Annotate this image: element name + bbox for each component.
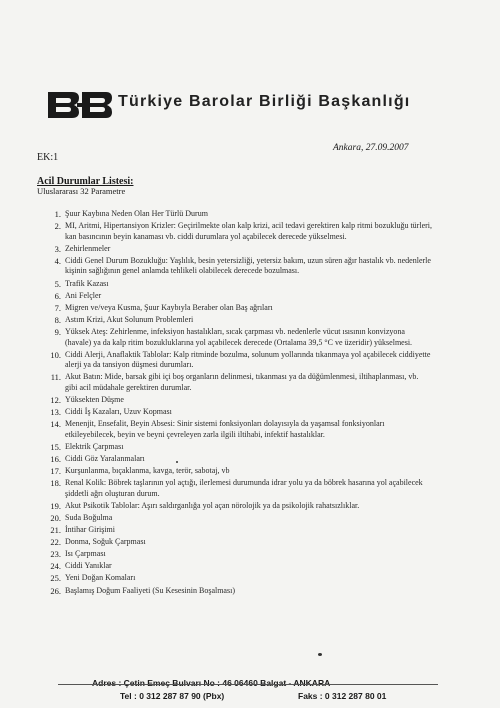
document-subtitle: Uluslararası 32 Parametre	[37, 186, 126, 196]
list-item	[37, 315, 432, 326]
list-item-text: Zehirlenmeler	[65, 243, 111, 253]
list-item-text: Ciddi Alerji, Anaflaktik Tablolar: Kalp ritminde bozulma, solunum yollarında tıkanmaya yol açabilecek ciddiyette alerji ya da tansiyon düşmesi durumları.	[65, 349, 431, 370]
list-item-number: 3.	[54, 243, 61, 254]
list-item-number: 22.	[50, 537, 61, 548]
list-item	[37, 513, 432, 524]
list-item	[37, 442, 432, 453]
list-item-text: Ciddi Göz Yaralanmaları	[65, 453, 145, 463]
list-item	[37, 221, 432, 242]
list-item	[37, 573, 432, 584]
list-item-number: 18.	[50, 478, 61, 489]
list-item	[37, 549, 432, 560]
list-item	[37, 327, 432, 348]
list-item-number: 11.	[50, 372, 61, 383]
scan-speck	[176, 461, 178, 463]
list-item-text: Donma, Soğuk Çarpması	[65, 537, 146, 547]
list-item-text: İntihar Girişimi	[65, 525, 115, 535]
emergency-list	[37, 209, 432, 598]
list-item-number: 13.	[50, 407, 61, 418]
list-item-text: Ciddi Genel Durum Bozukluğu: Yaşlılık, besin yetersizliği, yetersiz bakım, uzun süren ağır hastalık vb. nedenlerle kişinin sağlığının genel anlamda tehlikeli olabilecek derecede bozulması.	[65, 255, 431, 276]
list-item	[37, 350, 432, 371]
list-item-text: Astım Krizi, Akut Solunum Problemleri	[65, 314, 194, 324]
list-item-number: 16.	[50, 453, 61, 464]
list-item-text: Başlamış Doğum Faaliyeti (Su Kesesinin Boşalması)	[65, 585, 235, 595]
list-item-text: Şuur Kaybına Neden Olan Her Türlü Durum	[65, 209, 208, 218]
attachment-reference: EK:1	[37, 152, 59, 163]
list-item-number: 1.	[54, 209, 61, 219]
list-item-text: Akut Batın: Mide, barsak gibi içi boş organların delinmesi, tıkanması ya da düğümlenmesi, iltihaplanması, vb. gibi acil müdahale gerektiren durumlar.	[65, 372, 419, 392]
list-item-number: 6.	[54, 290, 61, 301]
list-item-number: 17.	[50, 466, 61, 477]
list-item	[37, 256, 432, 277]
list-item-text: Trafik Kazası	[65, 278, 109, 288]
list-item-number: 26.	[50, 585, 61, 596]
list-item-number: 24.	[50, 561, 61, 572]
list-item-text: Ciddi İş Kazaları, Uzuv Kopması	[65, 407, 172, 417]
organization-name: Türkiye Barolar Birliği Başkanlığı	[118, 93, 411, 110]
list-item-number: 7.	[54, 302, 61, 313]
list-item-text: Suda Boğulma	[65, 512, 113, 522]
list-item-text: Isı Çarpması	[65, 549, 106, 559]
list-item	[37, 395, 432, 406]
list-item	[37, 303, 432, 314]
footer-divider	[58, 684, 438, 685]
list-item	[37, 209, 432, 220]
list-item	[37, 419, 432, 440]
list-item	[37, 291, 432, 302]
list-item-text: Yüksek Ateş: Zehirlenme, infeksiyon hastalıkları, sıcak çarpması vb. nedenlerle vücut ısısının konvizyona (havale) ya da kalp ritim bozukluklarına yol açabilecek derecede (Ortalama 39,5 °C ve üzeridir) yükselmesi.	[65, 326, 413, 347]
list-item	[37, 501, 432, 512]
list-item-text: Menenjit, Ensefalit, Beyin Absesi: Sinir sistemi fonksiyonları dolayısıyla da yaşamsal fonksiyonları etkileyebilecek, beyin ve beyni çevreleyen zarla ilgili iltihabi, infektif hastalıklar.	[65, 419, 385, 439]
list-item-text: Elektrik Çarpması	[65, 441, 124, 451]
list-item-number: 12.	[50, 395, 61, 405]
list-item-number: 8.	[54, 314, 61, 325]
list-item	[37, 537, 432, 548]
list-item	[37, 279, 432, 290]
list-item	[37, 244, 432, 255]
list-item-text: Ciddi Yanıklar	[65, 561, 112, 571]
footer-fax: Faks : 0 312 287 80 01	[298, 691, 387, 701]
list-item-text: Akut Psikotik Tablolar: Aşırı saldırganlığa yol açan nörolojik ya da psikolojik rahatsızlıklar.	[65, 500, 360, 510]
document-date: Ankara, 27.09.2007	[333, 143, 409, 153]
list-item-text: Ani Felçler	[65, 290, 102, 300]
document-title: Acil Durumlar Listesi:	[37, 176, 134, 187]
tbb-logo-icon	[46, 90, 112, 120]
list-item-number: 23.	[50, 549, 61, 560]
footer-address: Adres : Çetin Emeç Bulvarı No : 46 06460 Balgat - ANKARA	[92, 678, 331, 688]
list-item-number: 21.	[50, 525, 61, 536]
list-item-number: 9.	[54, 326, 61, 337]
list-item	[37, 525, 432, 536]
list-item-number: 14.	[50, 419, 61, 430]
list-item-number: 25.	[50, 573, 61, 584]
list-item-text: MI, Aritmi, Hipertansiyon Krizler: Geçirilmekte olan kalp krizi, acil tedavi gerektiren kalp ritmi bozukluğu türleri, kan basıncının beyin kanaması vb. ciddi durumlara yol açabilecek derecede yükselmesi.	[65, 221, 432, 241]
list-item	[37, 407, 432, 418]
list-item-text: Renal Kolik: Böbrek taşlarının yol açtığı, ilerlemesi durumunda idrar yolu ya da böbrek hasarına yol açabilecek şiddetli ağrı oluşturan durum.	[65, 478, 423, 498]
list-item	[37, 372, 432, 393]
list-item-number: 4.	[54, 255, 61, 266]
list-item	[37, 586, 432, 597]
scan-speck	[318, 653, 322, 656]
list-item-number: 2.	[54, 221, 61, 232]
footer-phone: Tel : 0 312 287 87 90 (Pbx)	[120, 691, 225, 701]
list-item	[37, 561, 432, 572]
list-item	[37, 466, 432, 477]
list-item	[37, 478, 432, 499]
list-item-text: Yeni Doğan Komaları	[65, 573, 136, 583]
list-item-text: Migren ve/veya Kusma, Şuur Kaybıyla Beraber olan Baş ağrıları	[65, 302, 273, 312]
list-item-number: 10.	[50, 349, 61, 360]
list-item-number: 15.	[50, 441, 61, 452]
list-item-text: Yüksekten Düşme	[65, 395, 124, 404]
list-item-number: 19.	[50, 500, 61, 511]
list-item-text: Kurşunlanma, bıçaklanma, kavga, terör, sabotaj, vb	[65, 466, 230, 476]
list-item	[37, 454, 432, 465]
list-item-number: 20.	[50, 512, 61, 523]
list-item-number: 5.	[54, 278, 61, 289]
